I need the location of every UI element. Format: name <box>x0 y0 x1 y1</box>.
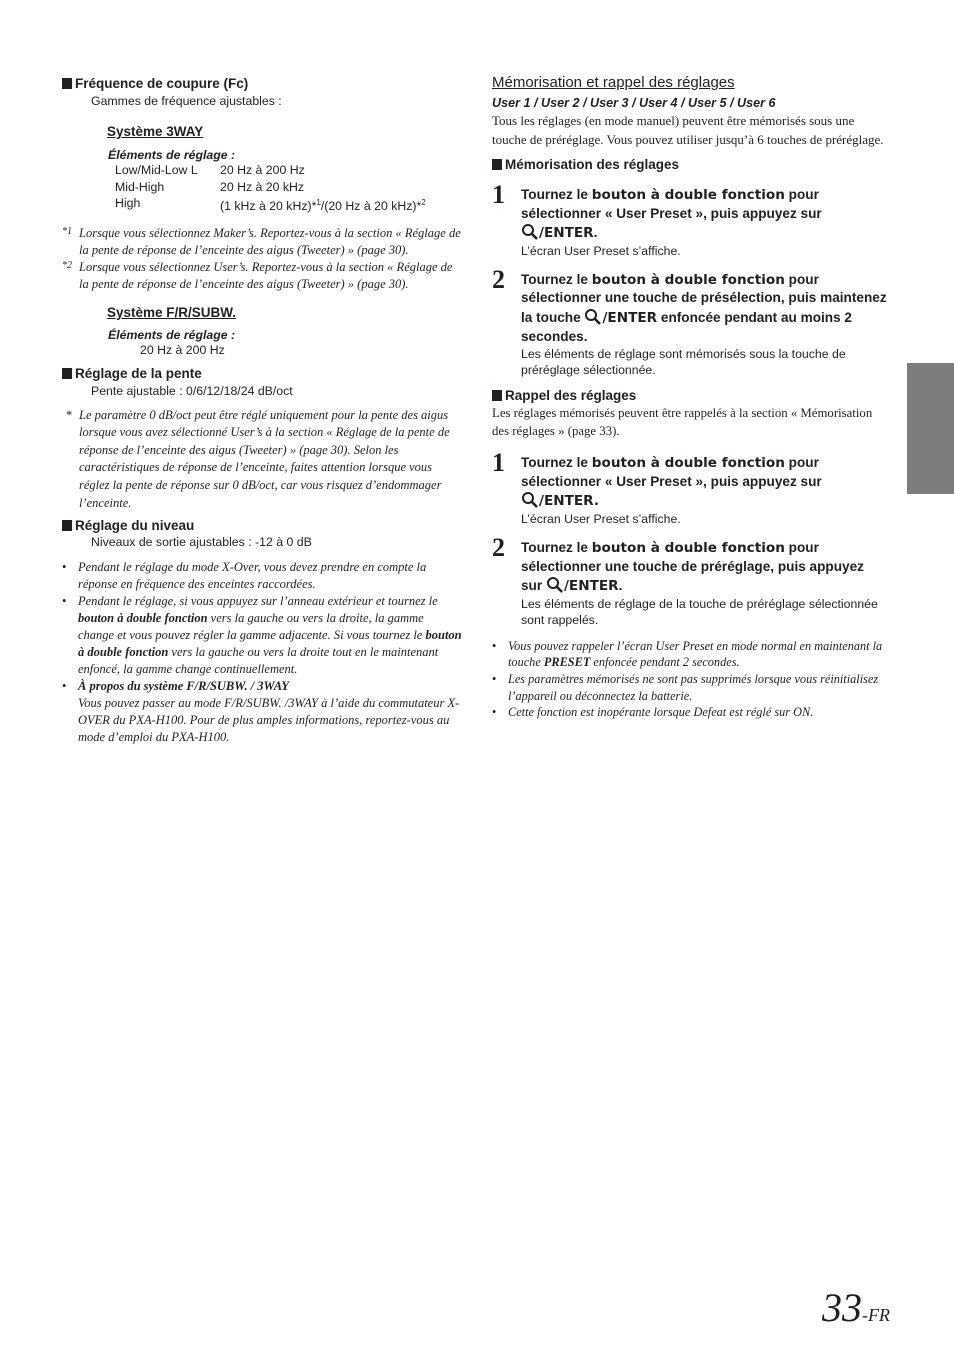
table-row <box>115 162 462 179</box>
enter-key-label: /ENTER <box>563 578 619 595</box>
band-cell: Mid-High <box>115 179 165 194</box>
bullet-text: Vous pouvez rappeler l’écran User Preset en mode normal en maintenant la touche <box>508 638 883 670</box>
intro-paragraph: Tous les réglages (en mode manuel) peuvent être mémorisés sous une touche de préréglage. Vous pouvez utiliser jusqu’à 6 touches de préréglage. <box>492 113 884 147</box>
memorize-heading-text: Mémorisation des réglages <box>505 157 680 172</box>
text: pour sélectionner « User Preset », puis appuyez sur <box>521 187 822 221</box>
level-heading-text: Réglage du niveau <box>75 518 195 534</box>
table-3way <box>115 162 462 215</box>
bullet-text: Pendant le réglage du mode X-Over, vous devez prendre en compte la réponse en fréquence des enceintes raccordées. <box>78 560 427 592</box>
system-3way-heading: Système 3WAY <box>107 124 204 139</box>
band-cell: Low/Mid-Low L <box>115 163 198 177</box>
bold-term: bouton à double fonction <box>591 271 785 288</box>
recall-step-2 <box>492 532 887 628</box>
bold-term: PRESET <box>543 655 591 670</box>
table-row <box>115 195 462 215</box>
step-result: L’écran User Preset s’affiche. <box>521 511 681 526</box>
text: Tournez le <box>521 271 592 287</box>
text: pour sélectionner « User Preset », puis appuyez sur <box>521 455 822 489</box>
enter-key-label: /ENTER. <box>539 493 600 510</box>
footnote-text: Lorsque vous sélectionnez User’s. Reportez-vous à la section « Réglage de la pente de réponse de l’enceinte des aigus (Tweeter) » (page 30). <box>79 259 453 291</box>
slope-note-text: Le paramètre 0 dB/oct peut être réglé uniquement pour la pente des aigus lorsque vous avez sélectionné User’s à la section « Réglage de la pente de réponse de l’enceinte des aigus (Tweeter) » (page 30). Selon les caractéristiques de réponse de l’enceinte, faites attention lorsque vous réglez la pente de réponse sur 0 dB/oct, car vous risquez d’endommager l’enceinte. <box>79 407 450 510</box>
bullet-text: Cette fonction est inopérante lorsque Defeat est réglé sur ON. <box>508 705 814 720</box>
bullet-text: vers la gauche ou vers la droite, la gamme change et vous pouvez régler la gamme adjacente. Si vous tournez le <box>78 611 426 643</box>
text: Tournez le <box>521 539 592 555</box>
bullet-text: Vous pouvez passer au mode F/R/SUBW. /3WAY à l’aide du commutateur X-OVER du PXA-H100. Pour de plus amples informations, reportez-vous au mode d’emploi du PXA-H100. <box>78 696 460 745</box>
square-bullet-icon <box>62 520 72 531</box>
square-bullet-icon <box>492 390 502 401</box>
square-bullet-icon <box>62 78 72 89</box>
range-cell: 20 Hz à 200 Hz <box>220 163 305 177</box>
left-column <box>62 74 462 746</box>
step-number: 1 <box>492 180 505 209</box>
section-heading-recall <box>492 388 887 403</box>
step-2 <box>492 264 887 378</box>
frs-range: 20 Hz à 200 Hz <box>140 342 225 357</box>
step-result: Les éléments de réglage sont mémorisés sous la touche de préréglage sélectionnée. <box>521 347 846 378</box>
slope-heading-text: Réglage de la pente <box>75 365 202 381</box>
level-subtitle: Niveaux de sortie ajustables : -12 à 0 dB <box>91 535 312 550</box>
list-item <box>62 559 462 593</box>
bold-term: À propos du système F/R/SUBW. / 3WAY <box>78 679 290 694</box>
section-heading-frequency <box>62 76 462 91</box>
recall-heading-text: Rappel des réglages <box>505 388 637 404</box>
text: Tournez le <box>521 187 592 202</box>
right-notes-list <box>492 638 887 721</box>
right-column <box>492 74 887 721</box>
bullet-text: Pendant le réglage, si vous appuyez sur l’anneau extérieur et tournez le <box>78 594 438 609</box>
bold-term: bouton à double fonction <box>591 187 785 203</box>
user-list: User 1 / User 2 / User 3 / User 4 / User 5 / User 6 <box>492 96 776 110</box>
footnote-2 <box>62 259 462 293</box>
page-number-value: 33 <box>822 1285 863 1330</box>
table-row <box>115 179 462 196</box>
square-bullet-icon <box>62 368 72 379</box>
band-cell: High <box>115 196 141 210</box>
search-icon <box>546 576 564 593</box>
step-number: 2 <box>492 264 505 294</box>
bold-term: bouton à double fonction <box>78 628 462 660</box>
list-item <box>62 593 462 678</box>
footnote-mark: *1 <box>62 225 72 237</box>
text: pour sélectionner une touche de préréglage, puis appuyez sur <box>521 539 864 594</box>
section-title: Mémorisation et rappel des réglages <box>492 74 735 91</box>
list-item <box>492 638 887 671</box>
list-item <box>492 704 887 721</box>
slope-note <box>62 407 462 513</box>
section-heading-level <box>62 518 462 533</box>
step-1 <box>492 180 887 259</box>
recall-step-1 <box>492 448 887 527</box>
step-number: 2 <box>492 532 505 562</box>
page-suffix: -FR <box>862 1305 890 1325</box>
search-icon <box>584 308 602 325</box>
enter-key-label: /ENTER <box>539 225 594 242</box>
step-instruction: Tournez le bouton à double fonction pour sélectionner « User Preset », puis appuyez sur /ENTER. <box>521 187 822 242</box>
range-cell: (1 kHz à 20 kHz)*$^1$/(20 Hz à 20 kHz)*$^2$ <box>220 198 426 214</box>
bullet-text: Les paramètres mémorisés ne sont pas supprimés lorsque vous réinitialisez l’appareil ou déconnectez la batterie. <box>508 671 879 703</box>
left-notes-list <box>62 559 462 746</box>
range-cell: 20 Hz à 20 kHz <box>220 179 305 194</box>
frequency-subtitle: Gammes de fréquence ajustables : <box>91 94 282 108</box>
step-instruction <box>521 271 887 346</box>
section-tab-marker <box>907 363 954 494</box>
asterisk: * <box>66 407 73 422</box>
step-instruction: Tournez le bouton à double fonction pour sélectionner une touche de préréglage, puis appuyez sur /ENTER. <box>521 539 864 595</box>
system-frs-heading: Système F/R/SUBW. <box>107 304 237 320</box>
text: pour sélectionner une touche de présélection, puis maintenez la touche <box>521 271 887 325</box>
search-icon <box>521 491 539 508</box>
list-item <box>62 678 462 746</box>
list-item <box>492 671 887 704</box>
page-number <box>822 1284 890 1331</box>
footnote-1 <box>62 225 462 259</box>
bold-term: bouton à double fonction <box>78 611 208 626</box>
frequency-heading-text: Fréquence de coupure (Fc) <box>75 76 249 91</box>
slope-subtitle: Pente ajustable : 0/6/12/18/24 dB/oct <box>91 383 293 398</box>
bold-term: bouton à double fonction <box>591 539 785 556</box>
bullet-text: vers la gauche ou vers la droite tout en le maintenant enfoncé, la gamme change continuellement. <box>78 645 439 677</box>
section-heading-memorize <box>492 157 887 172</box>
elements-label: Éléments de réglage : <box>108 148 236 162</box>
enter-key-label: /ENTER <box>602 309 658 326</box>
square-bullet-icon <box>492 159 502 170</box>
step-number: 1 <box>492 448 505 478</box>
footnote-mark: *2 <box>62 259 72 271</box>
step-result: Les éléments de réglage de la touche de préréglage sélectionnée sont rappelés. <box>521 596 878 627</box>
elements-label: Éléments de réglage : <box>108 327 236 342</box>
bold-term: bouton à double fonction <box>591 455 785 472</box>
text: Tournez le <box>521 455 592 471</box>
step-instruction <box>521 454 887 511</box>
step-result: L’écran User Preset s’affiche. <box>521 243 681 258</box>
footnote-text: Lorsque vous sélectionnez Maker’s. Reportez-vous à la section « Réglage de la pente de réponse de l’enceinte des aigus (Tweeter) » (page 30). <box>79 225 461 257</box>
section-heading-slope <box>62 366 462 381</box>
bullet-text: enfoncée pendant 2 secondes. <box>590 655 740 670</box>
text: enfoncée pendant au moins 2 secondes. <box>521 309 852 344</box>
search-icon <box>521 223 539 240</box>
recall-intro: Les réglages mémorisés peuvent être rappelés à la section « Mémorisation des réglages » (page 33). <box>492 406 873 438</box>
